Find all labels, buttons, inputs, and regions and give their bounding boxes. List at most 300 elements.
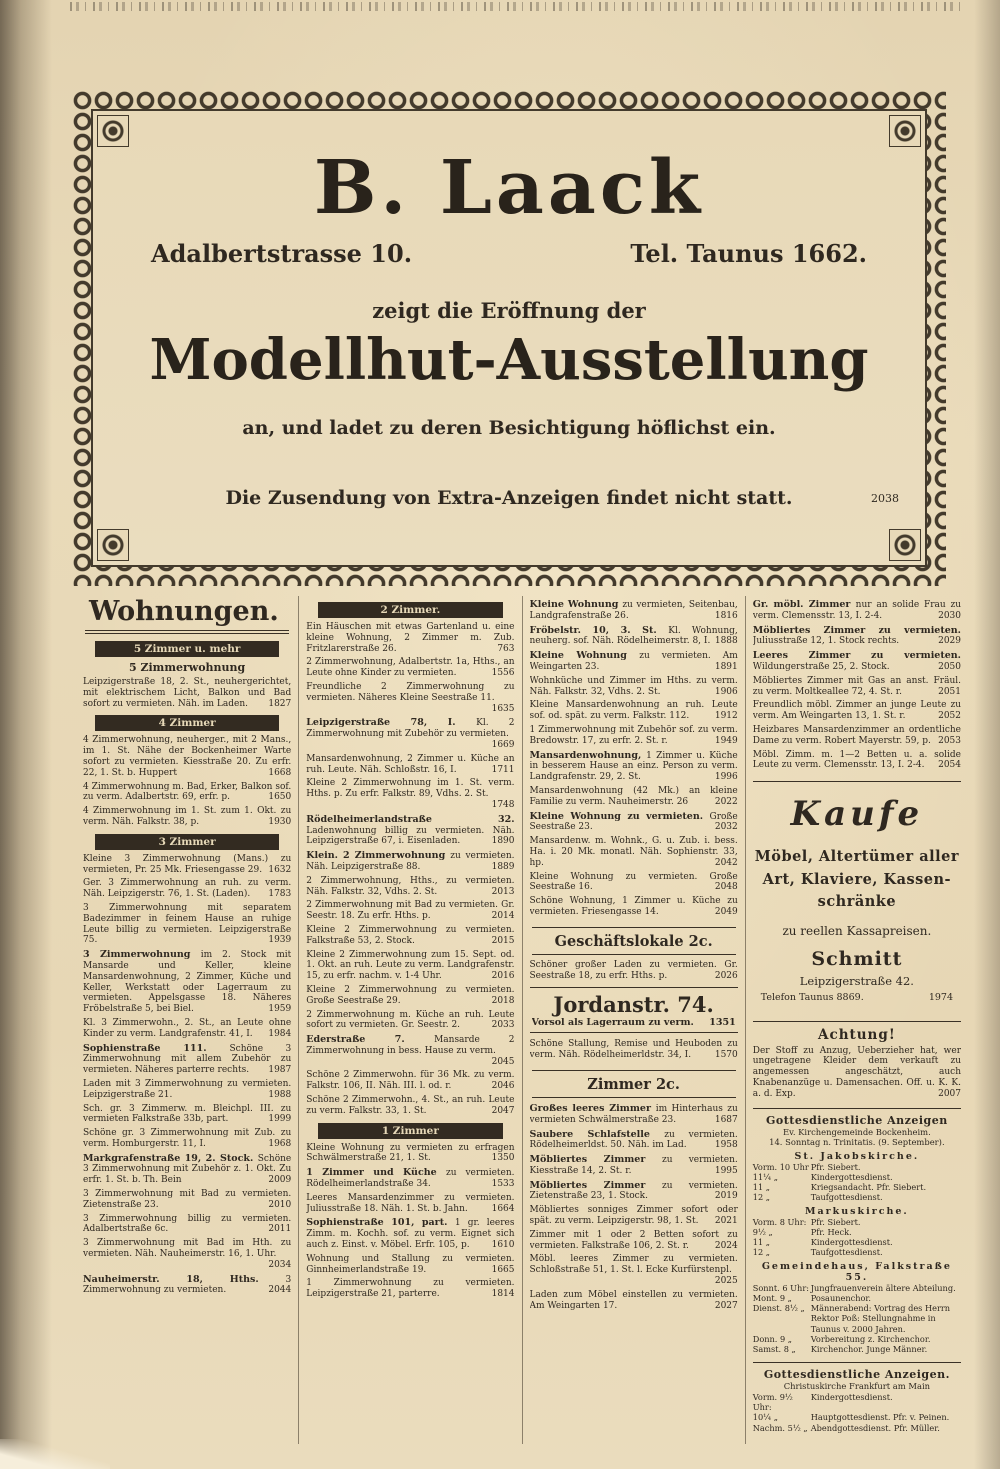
classified-ad	[83, 854, 291, 876]
ad-number: 1906	[714, 686, 738, 697]
ad-text: Schöne Wohnung, 1 Zimmer u. Küche zu vermieten. Friesengasse 14.	[529, 896, 738, 917]
ad-number: 1996	[714, 772, 738, 783]
ad-number: 1889	[491, 861, 515, 872]
ad-headline: Modellhut-Ausstellung	[149, 327, 869, 393]
ad-number: 1890	[491, 836, 515, 847]
church-notices-header: Gottesdienstliche Anzeigen	[753, 1108, 961, 1127]
ad-text: im 2. Stock mit Mansarde und Keller, kleine Mansardenwohnung, 2 Zimmer, Küche und Keller, Werkstatt oder Lagerraum zu vermieten. Appelsgasse 18. Näheres Fröbelstraße 5, bei Biel.	[83, 950, 292, 1015]
ad-number: 1888	[714, 636, 738, 647]
ad-number: 1351	[709, 1017, 736, 1029]
classified-ad	[530, 1103, 738, 1126]
classified-ad	[83, 806, 291, 828]
ad-number: 2054	[938, 760, 961, 771]
service-time: 9½ „	[752, 1226, 773, 1237]
ad-text: zu vermieten. Näh. Leipzigerstraße 88.	[306, 851, 515, 872]
ad-number: 2014	[491, 911, 515, 922]
service-time: 12 „	[752, 1247, 771, 1258]
ad-number: 2044	[268, 1285, 292, 1296]
service-description: Männerabend: Vortrag des Herrn Rektor Poß: Stellungnahme in Taunus v. 2000 Jahren.	[810, 1303, 951, 1334]
ad-notice-line: Die Zusendung von Extra-Anzeigen findet nicht statt.	[225, 487, 793, 509]
ad-text: Schöne gr. 3 Zimmerwohnung mit Zub. zu verm. Homburgerstr. 11, I.	[83, 1128, 292, 1149]
section-title: Wohnungen.	[85, 596, 289, 634]
classified-ad	[753, 700, 961, 722]
church-name: Gemeindehaus, Falkstraße 55.	[761, 1260, 952, 1283]
classified-ad	[530, 750, 738, 783]
classified-ad	[306, 1010, 514, 1032]
ad-text: Kleine Mansardenwohnung an ruh. Leute sof. od. spät. zu verm. Falkstr. 112.	[529, 700, 738, 722]
classified-ad	[306, 778, 514, 810]
service-time: Dienst. 8½ „	[752, 1303, 805, 1314]
classified-ad	[83, 1128, 291, 1150]
classified-ad	[306, 1034, 514, 1067]
ad-number: 2050	[938, 661, 961, 672]
advertiser-contact-row	[93, 239, 925, 268]
ad-number: 1635	[491, 703, 515, 714]
classified-columns	[76, 596, 968, 1444]
ad-lead: Ederstraße 7.	[306, 1034, 435, 1046]
classified-ad	[306, 900, 514, 922]
ad-number: 2007	[938, 1088, 961, 1099]
classified-ad	[530, 1254, 738, 1286]
section-header: Geschäftslokale 2c.	[532, 927, 736, 955]
classified-ad	[306, 657, 514, 679]
service-time-row	[753, 1344, 961, 1354]
ad-number: 1665	[491, 1264, 515, 1275]
ad-number: 1711	[491, 764, 515, 775]
ad-number: 2025	[714, 1276, 738, 1287]
ad-text: zu vermieten, Seitenbau, Landgrafenstraße 26.	[529, 600, 738, 621]
classified-ad	[306, 622, 514, 654]
ad-text: Sch. gr. 3 Zimmerw. m. Bleichpl. III. zu vermieten Falkstraße 33b, part.	[83, 1103, 292, 1125]
ad-number: 2019	[714, 1191, 738, 1202]
service-time-row	[753, 1162, 961, 1172]
service-time: 12 „	[752, 1192, 771, 1203]
ad-text: Freundlich möbl. Zimmer an junge Leute zu verm. Am Weingarten 13, 1. St. r.	[752, 700, 961, 722]
classified-ad	[306, 814, 514, 847]
classified-ad	[530, 960, 738, 982]
ad-text: Schöne 2 Zimmerwohn. für 36 Mk. zu verm. Falkstr. 106, II. Näh. III. l. od. r.	[306, 1070, 515, 1092]
purchase-ad-items	[753, 846, 961, 913]
category-bar: 5 Zimmer u. mehr	[95, 641, 279, 657]
ad-number: 1668	[268, 767, 292, 778]
ad-text: Leipzigerstraße 18, 2. St., neuhergerichtet, mit elektrischem Licht, Balkon und Bad sofort zu vermieten. Näh. im Laden.	[83, 677, 292, 709]
ad-number: 1350	[491, 1153, 515, 1164]
ad-lead: Gr. möbl. Zimmer	[752, 599, 856, 610]
rosette-corner-icon	[889, 115, 921, 147]
ad-lead: Nauheimerstr. 18, Hths.	[83, 1273, 286, 1285]
classified-ad	[83, 1274, 291, 1297]
classified-ad	[530, 872, 738, 894]
ad-number: 2009	[268, 1175, 292, 1186]
ad-reference-number: 2038	[871, 492, 899, 505]
ad-intro-line: zeigt die Eröffnung der	[372, 298, 646, 323]
category-bar: 2 Zimmer.	[318, 602, 502, 618]
church-line: Ev. Kirchengemeinde Bockenheim.	[782, 1126, 931, 1137]
ad-number: 2011	[268, 1224, 292, 1235]
classified-ad	[306, 1143, 514, 1165]
service-time-row	[753, 1217, 961, 1227]
service-time: Vorm. 9½ Uhr:	[752, 1391, 793, 1413]
classified-ad	[83, 1238, 291, 1270]
ad-text: 2 Zimmerwohnung, Hths., zu vermieten. Näh. Falkstr. 32, Vdhs. 2. St.	[306, 875, 515, 897]
ad-text: 4 Zimmerwohnung, neuherger., mit 2 Mans., im 1. St. Nähe der Bockenheimer Warte sofort zu vermieten. Kiesstraße 20. Zu erfr. 22, 1. St. b. Huppert	[83, 735, 292, 778]
ad-text: zu vermieten. Rödelheimerldst. 50. Näh. im Lad.	[529, 1129, 738, 1151]
ad-number: 1988	[268, 1089, 292, 1100]
ad-text: zu vermieten. Rödelheimerlandstraße 34.	[306, 1168, 515, 1190]
ad-lead: 1 Zimmer und Küche	[306, 1167, 447, 1179]
ad-number: 1610	[491, 1240, 515, 1251]
ad-text: Wildungerstraße 25, 2. Stock.	[752, 661, 890, 672]
ad-number: 2030	[938, 610, 961, 621]
ad-text: Schöne 3 Zimmerwohnung mit Zubehör z. 1. Okt. Zu erfr. 1. St. b. Th. Bein	[83, 1153, 292, 1186]
ad-number: 2047	[491, 1105, 515, 1116]
classified-ad	[306, 754, 514, 776]
ad-number: 1930	[268, 816, 292, 827]
service-time-row	[753, 1172, 961, 1182]
classified-ad	[306, 950, 514, 982]
page-curl	[0, 1439, 110, 1469]
featured-ad-subline	[532, 1017, 736, 1028]
ad-number: 1556	[491, 668, 515, 679]
ad-lead: Leeres Zimmer zu vermieten.	[752, 650, 961, 662]
classified-ad	[753, 599, 961, 622]
ad-number: 2042	[714, 857, 738, 868]
ad-number: 763	[497, 643, 515, 654]
classified-ad	[83, 878, 291, 900]
ad-text: 3 Zimmerwohnung mit Bad im Hth. zu vermieten. Näh. Nauheimerstr. 16, 1. Uhr.	[83, 1238, 292, 1260]
advertiser-name: B. Laack	[313, 145, 705, 231]
ad-lead: 3 Zimmerwohnung	[83, 949, 201, 961]
service-time: Vorm. 8 Uhr:	[752, 1216, 807, 1227]
purchase-ad-address: Leipzigerstraße 42.	[799, 973, 914, 988]
ad-number: 2013	[491, 886, 515, 897]
service-description: Abendgottesdienst. Pfr. Müller.	[810, 1422, 940, 1433]
ad-number: 1999	[268, 1114, 292, 1125]
ad-text: Große Seestraße 23.	[529, 811, 738, 833]
classified-ad	[306, 1095, 514, 1117]
classified-ad	[306, 876, 514, 898]
ad-number: 1891	[714, 661, 738, 672]
purchase-ad-telrow	[753, 992, 961, 1003]
ad-number: 2018	[491, 995, 515, 1006]
ad-text: Heizbares Mansardenzimmer an ordentliche Dame zu verm. Robert Mayerstr. 59, p.	[752, 724, 961, 746]
service-time: Vorm. 10 Uhr	[752, 1161, 809, 1172]
ad-lead: Klein. 2 Zimmerwohnung	[306, 850, 451, 862]
classified-ad	[306, 985, 514, 1007]
service-time-row	[753, 1293, 961, 1303]
service-time-row	[753, 1423, 961, 1433]
classified-ad	[753, 625, 961, 648]
ad-number: 1650	[268, 792, 292, 803]
service-description: Jungfrauenverein ältere Abteilung.	[810, 1282, 956, 1293]
service-description: Pfr. Heck.	[810, 1226, 852, 1237]
service-description: Kriegsandacht. Pfr. Siebert.	[810, 1182, 927, 1193]
rosette-corner-icon	[97, 529, 129, 561]
service-time-row	[753, 1412, 961, 1422]
attention-header: Achtung!	[753, 1021, 961, 1043]
ad-text: 2 Zimmerwohnung mit Bad zu vermieten. Gr. Seestr. 18. Zu erfr. Hths. p.	[306, 900, 515, 922]
category-bar: 4 Zimmer	[95, 715, 279, 731]
ad-number: 1687	[714, 1114, 738, 1125]
ad-text: Laden zum Möbel einstellen zu vermieten. Am Weingarten 17.	[529, 1289, 738, 1311]
ad-number: 2010	[268, 1199, 292, 1210]
ad-text: Wohnung und Stallung zu vermieten. Ginnheimerlandstraße 19.	[306, 1253, 515, 1275]
ad-number: 1912	[714, 711, 738, 722]
ad-text: Der Stoff zu Anzug, Ueberzieher hat, wer ungetragene Kleider dem verkauft zu angemessen angeschätzt, auch Knabenanzüge u. Damensachen. Off. u. K. K. a. d. Exp.	[752, 1045, 961, 1099]
ad-number: 1783	[268, 889, 292, 900]
purchase-ad-line: schränke	[817, 893, 897, 911]
ad-number: 1995	[714, 1165, 738, 1176]
classified-ad	[530, 650, 738, 673]
ad-text: Leeres Mansardenzimmer zu vermieten. Juliusstraße 18. Näh. 1. St. b. Jahn.	[306, 1192, 515, 1214]
ad-text: 2 Zimmerwohnung m. Küche an ruh. Leute sofort zu vermieten. Gr. Seestr. 2.	[306, 1009, 515, 1031]
ad-text: Schöne 3 Zimmerwohnung mit allem Zubehör zu vermieten. Näheres parterre rechts.	[83, 1043, 292, 1076]
rosette-corner-icon	[889, 529, 921, 561]
ad-text: Möbliertes Zimmer mit Gas an anst. Fräul. zu verm. Moltkeallee 72, 4. St. r.	[752, 675, 961, 697]
ad-text: Kleine 2 Zimmerwohnung zu vermieten. Falkstraße 53, 2. Stock.	[306, 924, 515, 946]
classified-column-4	[745, 596, 968, 1444]
ad-number: 1827	[268, 698, 292, 709]
classified-ad	[753, 676, 961, 698]
advertiser-address: Adalbertstrasse 10.	[151, 239, 413, 268]
ad-text: Kleine Wohnung zu vermieten. Große Seestraße 16.	[529, 871, 738, 893]
classified-ad	[306, 925, 514, 947]
service-time: Mont. 9 „	[752, 1292, 792, 1303]
church-notices-header: Gottesdienstliche Anzeigen.	[753, 1362, 961, 1381]
service-time-row	[753, 1192, 961, 1202]
ad-lead: Kleine Wohnung	[529, 650, 640, 662]
church-name: Markuskirche.	[804, 1205, 909, 1217]
classified-ad	[83, 1189, 291, 1211]
classified-column-1	[76, 596, 298, 1444]
ad-lead: Großes leeres Zimmer	[529, 1102, 656, 1114]
service-description: Kindergottesdienst.	[810, 1171, 893, 1182]
display-ad-frame	[72, 90, 946, 586]
service-time-row	[753, 1237, 961, 1247]
classified-ad	[753, 725, 961, 747]
ad-text: Kleine 2 Zimmerwohnung zum 15. Sept. od. 1. Okt. an ruh. Leute zu verm. Landgrafenstr. 15, zu erfr. nachm. v. 1-4 Uhr.	[306, 949, 515, 982]
ad-lead: Markgrafenstraße 19, 2. Stock.	[83, 1152, 258, 1164]
ad-number: 1968	[268, 1138, 292, 1149]
ad-text: Schöne Stallung, Remise und Heuboden zu verm. Näh. Rödelheimerldstr. 34, I.	[529, 1039, 738, 1061]
ad-text: Kl. 3 Zimmerwohn., 2. St., an Leute ohne Kinder zu verm. Landgrafenstr. 41, I.	[83, 1017, 292, 1039]
ad-number: 1533	[491, 1179, 515, 1190]
display-ad	[91, 109, 927, 567]
ad-text: 3 Zimmerwohnung billig zu vermieten. Adalbertstraße 6c.	[83, 1213, 292, 1235]
service-description: Vorbereitung z. Kirchenchor.	[810, 1333, 931, 1344]
advertiser-phone: Tel. Taunus 1662.	[630, 239, 867, 268]
ad-number: 2051	[938, 686, 961, 697]
ad-number: 2049	[714, 906, 738, 917]
ad-text: 3 Zimmerwohnung mit Bad zu vermieten. Zietenstraße 23.	[83, 1189, 292, 1210]
ad-number: 1570	[714, 1050, 738, 1061]
ad-lead: Sophienstraße 101, part.	[306, 1217, 455, 1229]
service-time: 11¼ „	[752, 1171, 778, 1182]
service-time: 10¼ „	[752, 1412, 778, 1423]
ad-lead: Fröbelstr. 10, 3. St.	[529, 624, 669, 636]
classified-ad	[530, 1154, 738, 1177]
ad-number: 1949	[714, 735, 738, 746]
ad-text: Mansardenwohnung (42 Mk.) an kleine Familie zu verm. Nauheimerstr. 26	[529, 785, 738, 807]
classified-ad	[83, 1214, 291, 1236]
ad-text: Zimmer mit 1 oder 2 Betten sofort zu vermieten. Falkstraße 106, 2. St. r.	[529, 1229, 738, 1251]
ad-number: 2022	[714, 796, 738, 807]
ad-lead: Möbliertes Zimmer	[529, 1154, 662, 1166]
service-description: Kindergottesdienst.	[810, 1391, 893, 1402]
classified-ad	[83, 677, 291, 709]
ad-text: Kleine Wohnung zu vermieten zu erfragen Schwälmerstraße 21, 1. St.	[306, 1142, 515, 1164]
ad-text: Ein Häuschen mit etwas Gartenland u. eine kleine Wohnung, 2 Zimmer m. Zub. Fritzlarerstraße 26.	[306, 622, 515, 654]
classified-ad	[530, 1230, 738, 1252]
classified-ad	[83, 1104, 291, 1126]
ad-text: Kl. 2 Zimmerwohnung mit Zubehör zu vermieten.	[306, 718, 515, 740]
ad-text: Juliusstraße 12, 1. Stock rechts.	[752, 636, 900, 647]
church-line: 14. Sonntag n. Trinitatis. (9. September).	[769, 1137, 945, 1148]
featured-ad-title: Jordanstr. 74.	[553, 992, 714, 1018]
service-time: Nachm. 5½ „	[752, 1422, 808, 1433]
classified-ad	[530, 676, 738, 698]
ad-number: 1664	[491, 1203, 515, 1214]
section-header: Zimmer 2c.	[532, 1070, 736, 1098]
ad-text: 3 Zimmerwohnung zu vermieten.	[83, 1274, 292, 1296]
ad-number: 2024	[714, 1240, 738, 1251]
classified-ad	[530, 836, 738, 868]
ad-text: Schöner großer Laden zu vermieten. Gr. Seestraße 18, zu erfr. Hths. p.	[529, 959, 738, 981]
classified-ad	[306, 1167, 514, 1190]
service-description: Pfr. Siebert.	[810, 1216, 861, 1227]
classified-column-3	[522, 596, 745, 1444]
classified-ad	[530, 1129, 738, 1152]
ad-number: 2048	[714, 882, 738, 893]
church-name: St. Jakobskirche.	[794, 1150, 920, 1162]
ad-number: 2034	[268, 1259, 292, 1270]
classified-ad	[753, 750, 961, 772]
cut-off-print-noise	[70, 2, 960, 11]
service-description: Taufgottesdienst.	[810, 1247, 883, 1258]
service-time: Sonnt. 6 Uhr:	[752, 1282, 809, 1293]
ad-lead: Kleine Wohnung	[529, 599, 623, 610]
purchase-ad	[753, 781, 961, 1010]
ad-notice-row	[93, 487, 925, 509]
classified-ad	[83, 782, 291, 804]
classified-column-2	[298, 596, 521, 1444]
ad-text: Wohnküche und Zimmer im Hths. zu verm. Näh. Falkstr. 32, Vdhs. 2. St.	[529, 675, 738, 697]
ad-lead: Möbliertes Zimmer	[529, 1179, 662, 1191]
featured-ad	[530, 987, 738, 1033]
page-edge-shadow	[974, 0, 1000, 1469]
ad-text: Kleine 3 Zimmerwohnung (Mans.) zu vermieten, Pr. 25 Mk. Friesengasse 29.	[83, 853, 292, 875]
classified-ad	[530, 811, 738, 834]
service-time: Samst. 8 „	[752, 1344, 796, 1355]
ad-text: Schöne 2 Zimmerwohn., 4. St., an ruh. Leute zu verm. Falkstr. 33, 1. St.	[306, 1095, 515, 1116]
featured-ad-text: Vorsol als Lagerraum zu verm.	[531, 1017, 694, 1029]
classified-ad	[83, 1018, 291, 1040]
classified-ad	[306, 1254, 514, 1276]
ad-number: 1814	[491, 1289, 515, 1300]
ad-text: Mansardenw. m. Wohnk., G. u. Zub. i. bess. Ha. i. 20 Mk. monatl. Näh. Sophienstr. 33, hp.	[529, 836, 738, 868]
purchase-ad-phone: Telefon Taunus 8869.	[760, 991, 864, 1003]
classified-ad	[83, 1043, 291, 1076]
ad-number: 2026	[714, 970, 738, 981]
classified-ad	[530, 1290, 738, 1312]
ad-number: 1959	[268, 1004, 292, 1015]
ad-number: 2016	[491, 971, 515, 982]
classified-ad	[530, 700, 738, 722]
classified-ad	[530, 599, 738, 622]
ad-text: 4 Zimmerwohnung im 1. St. zum 1. Okt. zu verm. Näh. Falkstr. 38, p.	[83, 806, 292, 827]
service-time-row	[753, 1303, 961, 1334]
ad-lead: Möbliertes Zimmer zu vermieten.	[752, 624, 961, 636]
ad-number: 1987	[268, 1065, 292, 1076]
classified-ad	[753, 1046, 961, 1100]
ad-lead-line: 5 Zimmerwohnung	[128, 661, 246, 674]
classified-ad	[83, 949, 291, 1015]
service-description: Posaunenchor.	[810, 1292, 872, 1303]
classified-ad	[306, 682, 514, 714]
ad-text: Ger. 3 Zimmerwohnung an ruh. zu verm. Näh. Leipzigerstr. 76, 1. St. (Laden).	[83, 878, 292, 900]
ad-number: 1748	[491, 799, 515, 810]
ad-text: Möbl. leeres Zimmer zu vermieten. Schloßstraße 51, 1. St. l. Ecke Kurfürstenpl.	[529, 1254, 738, 1276]
ad-number: 2053	[938, 735, 961, 746]
ad-lead: Leipzigerstraße 78, I.	[306, 717, 477, 729]
ad-text: 1 Zimmerwohnung zu vermieten. Leipzigerstraße 21, parterre.	[306, 1278, 515, 1300]
purchase-ad-line: Möbel, Altertümer aller	[754, 848, 960, 866]
ad-invitation-line: an, und ladet zu deren Besichtigung höflichst ein.	[242, 417, 776, 439]
service-time: 11 „	[752, 1237, 771, 1248]
purchase-ad-line: Art, Klaviere, Kassen-	[762, 870, 952, 888]
ad-text: im Hinterhaus zu vermieten Schwälmerstraße 23.	[529, 1103, 738, 1125]
service-description: Pfr. Siebert.	[810, 1161, 861, 1172]
service-time-row	[753, 1227, 961, 1237]
ad-text: zu vermieten. Zietenstraße 23, 1. Stock.	[529, 1180, 738, 1202]
ad-text: zu vermieten. Am Weingarten 23.	[529, 651, 738, 672]
classified-ad	[306, 1217, 514, 1250]
service-time: 11 „	[752, 1182, 771, 1193]
classified-ad	[306, 1193, 514, 1215]
purchase-ad-title: Kaufe	[790, 794, 924, 835]
service-description: Hauptgottesdienst. Pfr. v. Peinen.	[810, 1412, 950, 1423]
classified-ad	[83, 1153, 291, 1186]
ad-number: 2052	[938, 711, 961, 722]
ad-number: 1974	[928, 991, 953, 1003]
ad-text: Kleine 2 Zimmerwohnung zu vermieten. Große Seestraße 29.	[306, 984, 515, 1006]
ad-text: Laden mit 3 Zimmerwohnung zu vermieten. Leipzigerstraße 21.	[83, 1078, 292, 1100]
service-time: Donn. 9 „	[752, 1333, 793, 1344]
ad-number: 2015	[491, 935, 515, 946]
classified-ad	[306, 1070, 514, 1092]
classified-ad	[530, 1205, 738, 1227]
classified-ad	[83, 903, 291, 946]
classified-ad	[306, 850, 514, 873]
ad-number: 1984	[268, 1028, 292, 1039]
ad-lead: Saubere Schlafstelle	[529, 1128, 665, 1140]
ad-text: Kleine 2 Zimmerwohnung im 1. St. verm. Hths. p. Zu erfr. Falkstr. 89, Vdhs. 2. St.	[306, 778, 515, 800]
ad-text: Möbl. Zimm. m. 1—2 Betten u. a. solide Leute zu verm. Clemensstr. 13, I. 2-4.	[752, 749, 961, 771]
ad-number: 1939	[268, 935, 292, 946]
classified-ad	[753, 650, 961, 673]
ad-number: 2045	[491, 1056, 515, 1067]
ad-text: 1 Zimmer u. Küche in besserem Hause an einz. Person zu verm. Landgrafenstr. 29, 2. St.	[529, 750, 738, 783]
classified-ad	[530, 625, 738, 648]
ad-text: zu vermieten. Kiesstraße 14, 2. St. r.	[529, 1155, 738, 1176]
ad-text: 4 Zimmerwohnung m. Bad, Erker, Balkon sof. zu verm. Adalbertstr. 69, erfr. p.	[83, 781, 292, 803]
ad-lead: Kleine Wohnung zu vermieten.	[529, 810, 710, 822]
ad-text: Mansarde 2 Zimmerwohnung in bess. Hause zu verm.	[306, 1035, 515, 1056]
ad-number: 2027	[714, 1300, 738, 1311]
ad-text: 1 Zimmerwohnung mit Zubehör sof. zu verm. Bredowstr. 17, zu erfr. 2. St. r.	[529, 724, 738, 746]
service-description: Kirchenchor. Junge Männer.	[810, 1344, 928, 1355]
service-description: Kindergottesdienst.	[810, 1237, 893, 1248]
